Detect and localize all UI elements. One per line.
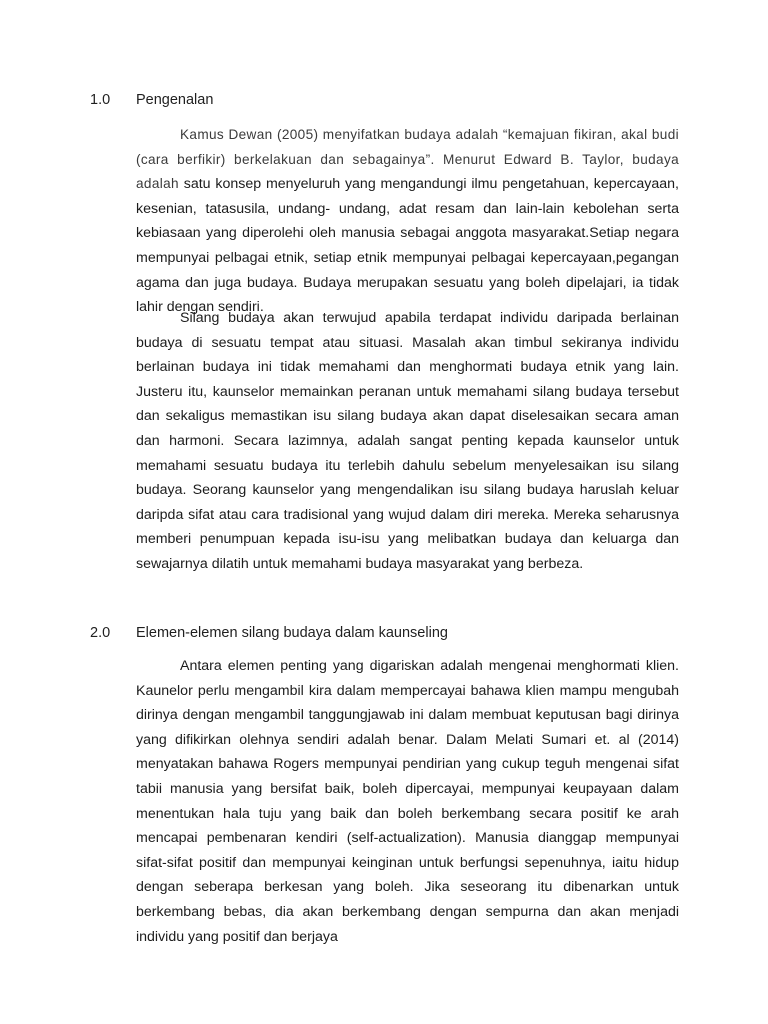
section-number: 1.0: [90, 92, 111, 108]
section-title: Pengenalan: [136, 92, 214, 108]
paragraph-silang-budaya: Silang budaya akan terwujud apabila terdapat individu daripada berlainan budaya di sesuatu tempat atau situasi. Masalah akan timbul sekiranya individu berlainan budaya ini tidak memahami dan menghormati budaya etnik yang lain. Justeru itu, kaunselor memainkan peranan untuk memahami silang budaya tersebut dan sekaligus memastikan isu silang budaya akan dapat diselesaikan secara aman dan harmoni. Secara lazimnya, adalah sangat penting kepada kaunselor untuk memahami sesuatu budaya itu terlebih dahulu sebelum menyelesaikan isu silang budaya. Seorang kaunselor yang mengendalikan isu silang budaya haruslah keluar daripda sifat atau cara tradisional yang wujud dalam diri mereka. Mereka seharusnya memberi penumpuan kepada isu-isu yang melibatkan budaya dan keluarga dan sewajarnya dilatih untuk memahami budaya masyarakat yang berbeza.: [136, 310, 679, 572]
paragraph-introduction: [136, 123, 679, 320]
paragraph-body-text: satu konsep menyeluruh yang mengandungi ilmu pengetahuan, kepercayaan, kesenian, tatasusila, undang- undang, adat resam dan lain-lain kebolehan serta kebiasaan yang diperolehi oleh manusia sebagai anggota masyarakat.Setiap negara mempunyai pelbagai etnik, setiap etnik mempunyai pelbagai kepercayaan,pegangan agama dan juga budaya. Budaya merupakan sesuatu yang boleh dipelajari, ia tidak lahir dengan sendiri.: [136, 176, 679, 316]
section-heading-2: [90, 623, 448, 643]
section-heading-1: [90, 90, 213, 110]
paragraph-elemen: Antara elemen penting yang digariskan adalah mengenai menghormati klien. Kaunelor perlu mengambil kira dalam mempercayai bahawa klien mampu mengubah dirinya dengan mengambil tanggungjawab ini dalam membuat keputusan bagi dirinya yang difikirkan olehnya sendiri adalah benar. Dalam Melati Sumari et. al (2014) menyatakan bahawa Rogers mempunyai pendirian yang cukup teguh mengenai sifat tabii manusia yang bersifat baik, boleh dipercayai, mempunyai keupayaan dalam menentukan hala tuju yang baik dan boleh berkembang secara positif ke arah mencapai pembenaran kendiri (self-actualization). Manusia dianggap mempunyai sifat-sifat positif dan mempunyai keinginan untuk berfungsi sepenuhnya, iaitu hidup dengan seberapa berkesan yang boleh. Jika seseorang itu dibenarkan untuk berkembang bebas, dia akan berkembang dengan sempurna dan akan menjadi individu yang positif dan berjaya: [136, 658, 679, 945]
section-title: Elemen-elemen silang budaya dalam kaunseling: [136, 625, 448, 641]
section-number: 2.0: [90, 625, 111, 641]
paragraph-lead-text: Kamus Dewan (2005) menyifatkan budaya adalah “kemajuan fikiran, akal budi (cara berfikir) berkelakuan dan sebagainya”. Menurut Edward B. Taylor, budaya adalah: [136, 127, 679, 192]
